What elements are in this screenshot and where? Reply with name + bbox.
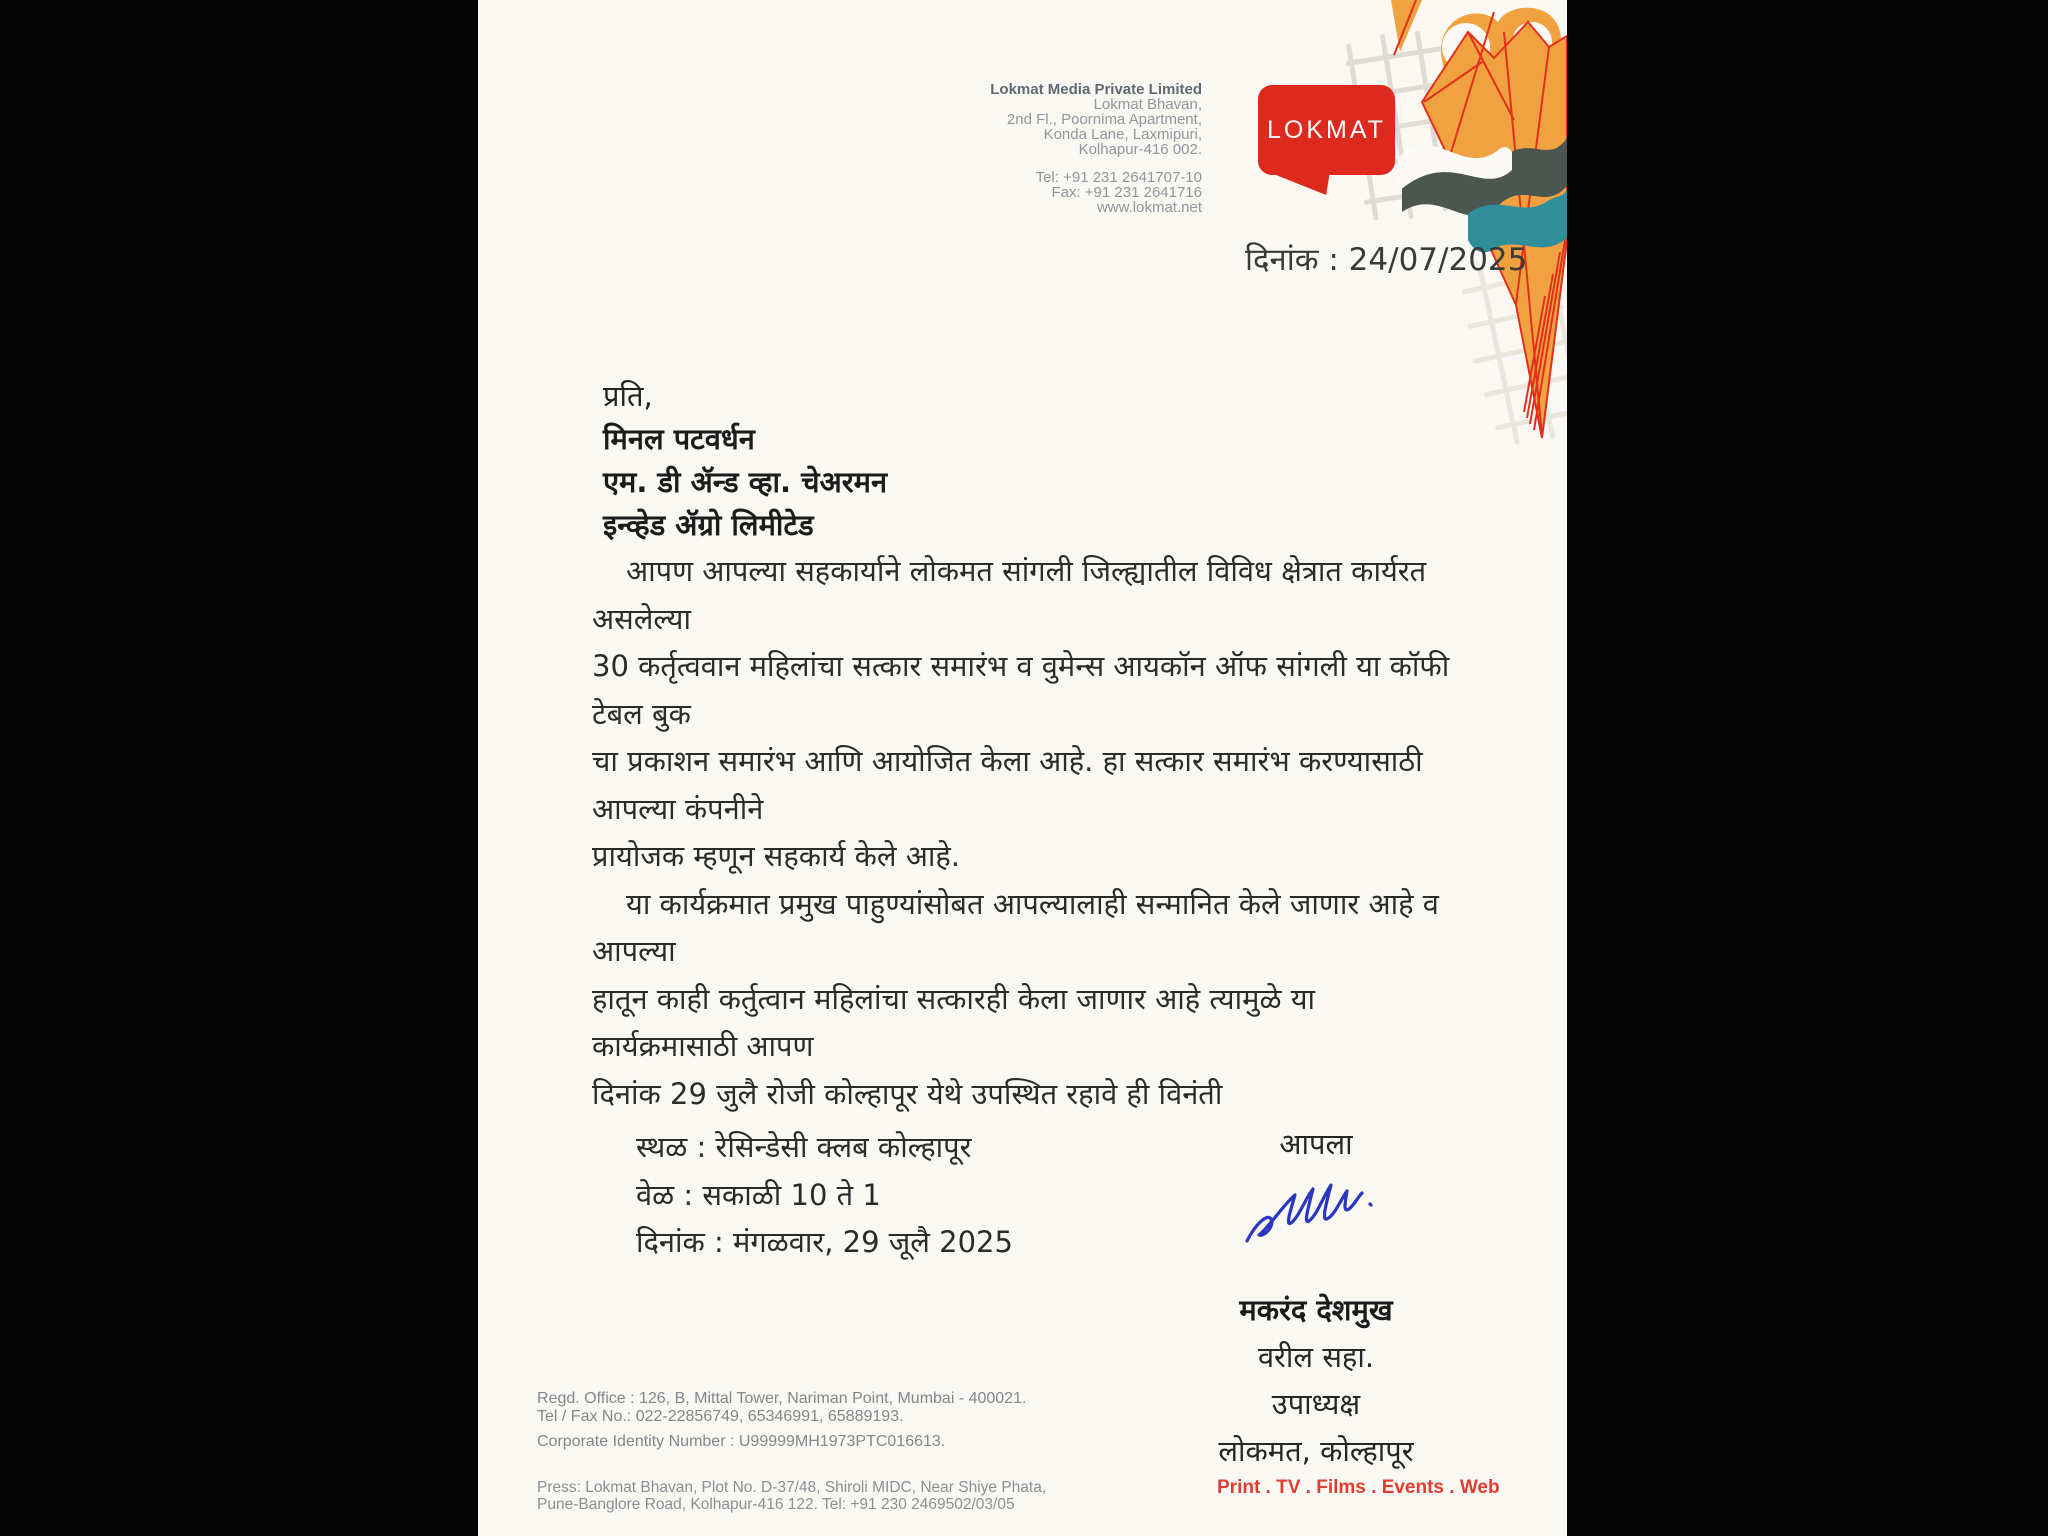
signatory-org: लोकमत, कोल्हापूर bbox=[1218, 1434, 1414, 1468]
signature-handwriting bbox=[1211, 1169, 1421, 1261]
closing-salutation: आपला bbox=[1279, 1127, 1353, 1161]
signatory-title: वरील सहा. उपाध्यक्ष bbox=[1257, 1340, 1375, 1421]
letter-date: दिनांक : 24/07/2025 bbox=[1245, 242, 1528, 278]
logo-wordmark: LOKMAT bbox=[1267, 115, 1386, 144]
venue-line: दिनांक : मंगळवार, 29 जूलै 2025 bbox=[636, 1225, 1013, 1259]
recipient-line: इन्व्हेड ॲग्रो लिमीटेड bbox=[603, 508, 814, 542]
address-line: 2nd Fl., Poornima Apartment, bbox=[1006, 111, 1202, 128]
body-line: हातून काही कर्तुत्वान महिलांचा सत्कारही केला जाणार आहे त्यामुळे या कार्यक्रमासाठी आपण bbox=[592, 981, 1316, 1063]
brand-tagline: Print . TV . Films . Events . Web bbox=[1217, 1477, 1500, 1498]
body-line: या कार्यक्रमात प्रमुख पाहुण्यांसोबत आपल्यालाही सन्मानित केले जाणार आहे व आपल्या bbox=[592, 886, 1439, 968]
lokmat-logo bbox=[1258, 85, 1395, 175]
address-lines bbox=[990, 97, 1202, 157]
footer-line: Corporate Identity Number : U99999MH1973PTC016613. bbox=[537, 1433, 946, 1450]
address-line: Kolhapur-416 002. bbox=[1078, 141, 1202, 158]
body-line: आपण आपल्या सहकार्याने लोकमत सांगली जिल्ह्यातील विविध क्षेत्रात कार्यरत असलेल्या bbox=[592, 554, 1427, 636]
body-line: 30 कर्तृत्ववान महिलांचा सत्कार समारंभ व वुमेन्स आयकॉन ऑफ सांगली या कॉफी टेबल बुक bbox=[592, 649, 1450, 731]
decorative-artwork bbox=[1346, 0, 1567, 470]
company-name: Lokmat Media Private Limited bbox=[990, 81, 1202, 98]
venue-line: वेळ : सकाळी 10 ते 1 bbox=[636, 1177, 881, 1212]
logo-speech-tail bbox=[1266, 171, 1330, 195]
recipient-line: एम. डी ॲन्ड व्हा. चेअरमन bbox=[603, 465, 888, 499]
recipient-block bbox=[603, 375, 887, 547]
paragraph-2 bbox=[592, 881, 1464, 1119]
signatory-name: मकरंद देशमुख bbox=[1239, 1293, 1393, 1327]
contact-line: Fax: +91 231 2641716 bbox=[1051, 184, 1202, 201]
body-line: प्रायोजक म्हणून सहकार्य केले आहे. bbox=[592, 839, 961, 873]
venue-line: स्थळ : रेसिन्डेसी क्लब कोल्हापूर bbox=[636, 1130, 972, 1164]
signatory bbox=[1211, 1287, 1421, 1475]
logo-speech-bubble bbox=[1258, 85, 1395, 175]
letterhead-address-block bbox=[990, 82, 1202, 215]
recipient-salutation: प्रति, bbox=[603, 379, 653, 413]
footer-line: Press: Lokmat Bhavan, Plot No. D-37/48, Shiroli MIDC, Near Shiye Phata, bbox=[537, 1479, 1047, 1496]
body-line: चा प्रकाशन समारंभ आणि आयोजित केला आहे. हा सत्कार समारंभ करण्यासाठी आपल्या कंपनीने bbox=[592, 744, 1423, 826]
closing-block bbox=[1211, 1124, 1421, 1475]
footer-line: Pune-Banglore Road, Kolhapur-416 122. Tel: +91 230 2469502/03/05 bbox=[537, 1495, 1015, 1513]
footer-line: Regd. Office : 126, B, Mittal Tower, Nariman Point, Mumbai - 400021. bbox=[537, 1390, 1027, 1407]
recipient-line: मिनल पटवर्धन bbox=[603, 422, 755, 456]
contact-lines bbox=[990, 170, 1202, 215]
contact-line: www.lokmat.net bbox=[1096, 199, 1202, 216]
footer-line: Tel / Fax No.: 022-22856749, 65346991, 65889193. bbox=[537, 1408, 904, 1425]
letter-page bbox=[478, 0, 1567, 1536]
recipient-lines bbox=[603, 418, 887, 547]
contact-line: Tel: +91 231 2641707-10 bbox=[1035, 169, 1202, 186]
press-address-lines bbox=[537, 1480, 1046, 1513]
footer-block bbox=[537, 1390, 1046, 1513]
paragraph-1 bbox=[592, 548, 1464, 881]
address-line: Lokmat Bhavan, bbox=[1093, 96, 1202, 113]
body-line: दिनांक 29 जुलै रोजी कोल्हापूर येथे उपस्थित रहावे ही विनंती bbox=[592, 1076, 1223, 1111]
address-line: Konda Lane, Laxmipuri, bbox=[1043, 126, 1202, 143]
registered-office-lines bbox=[537, 1390, 1046, 1451]
